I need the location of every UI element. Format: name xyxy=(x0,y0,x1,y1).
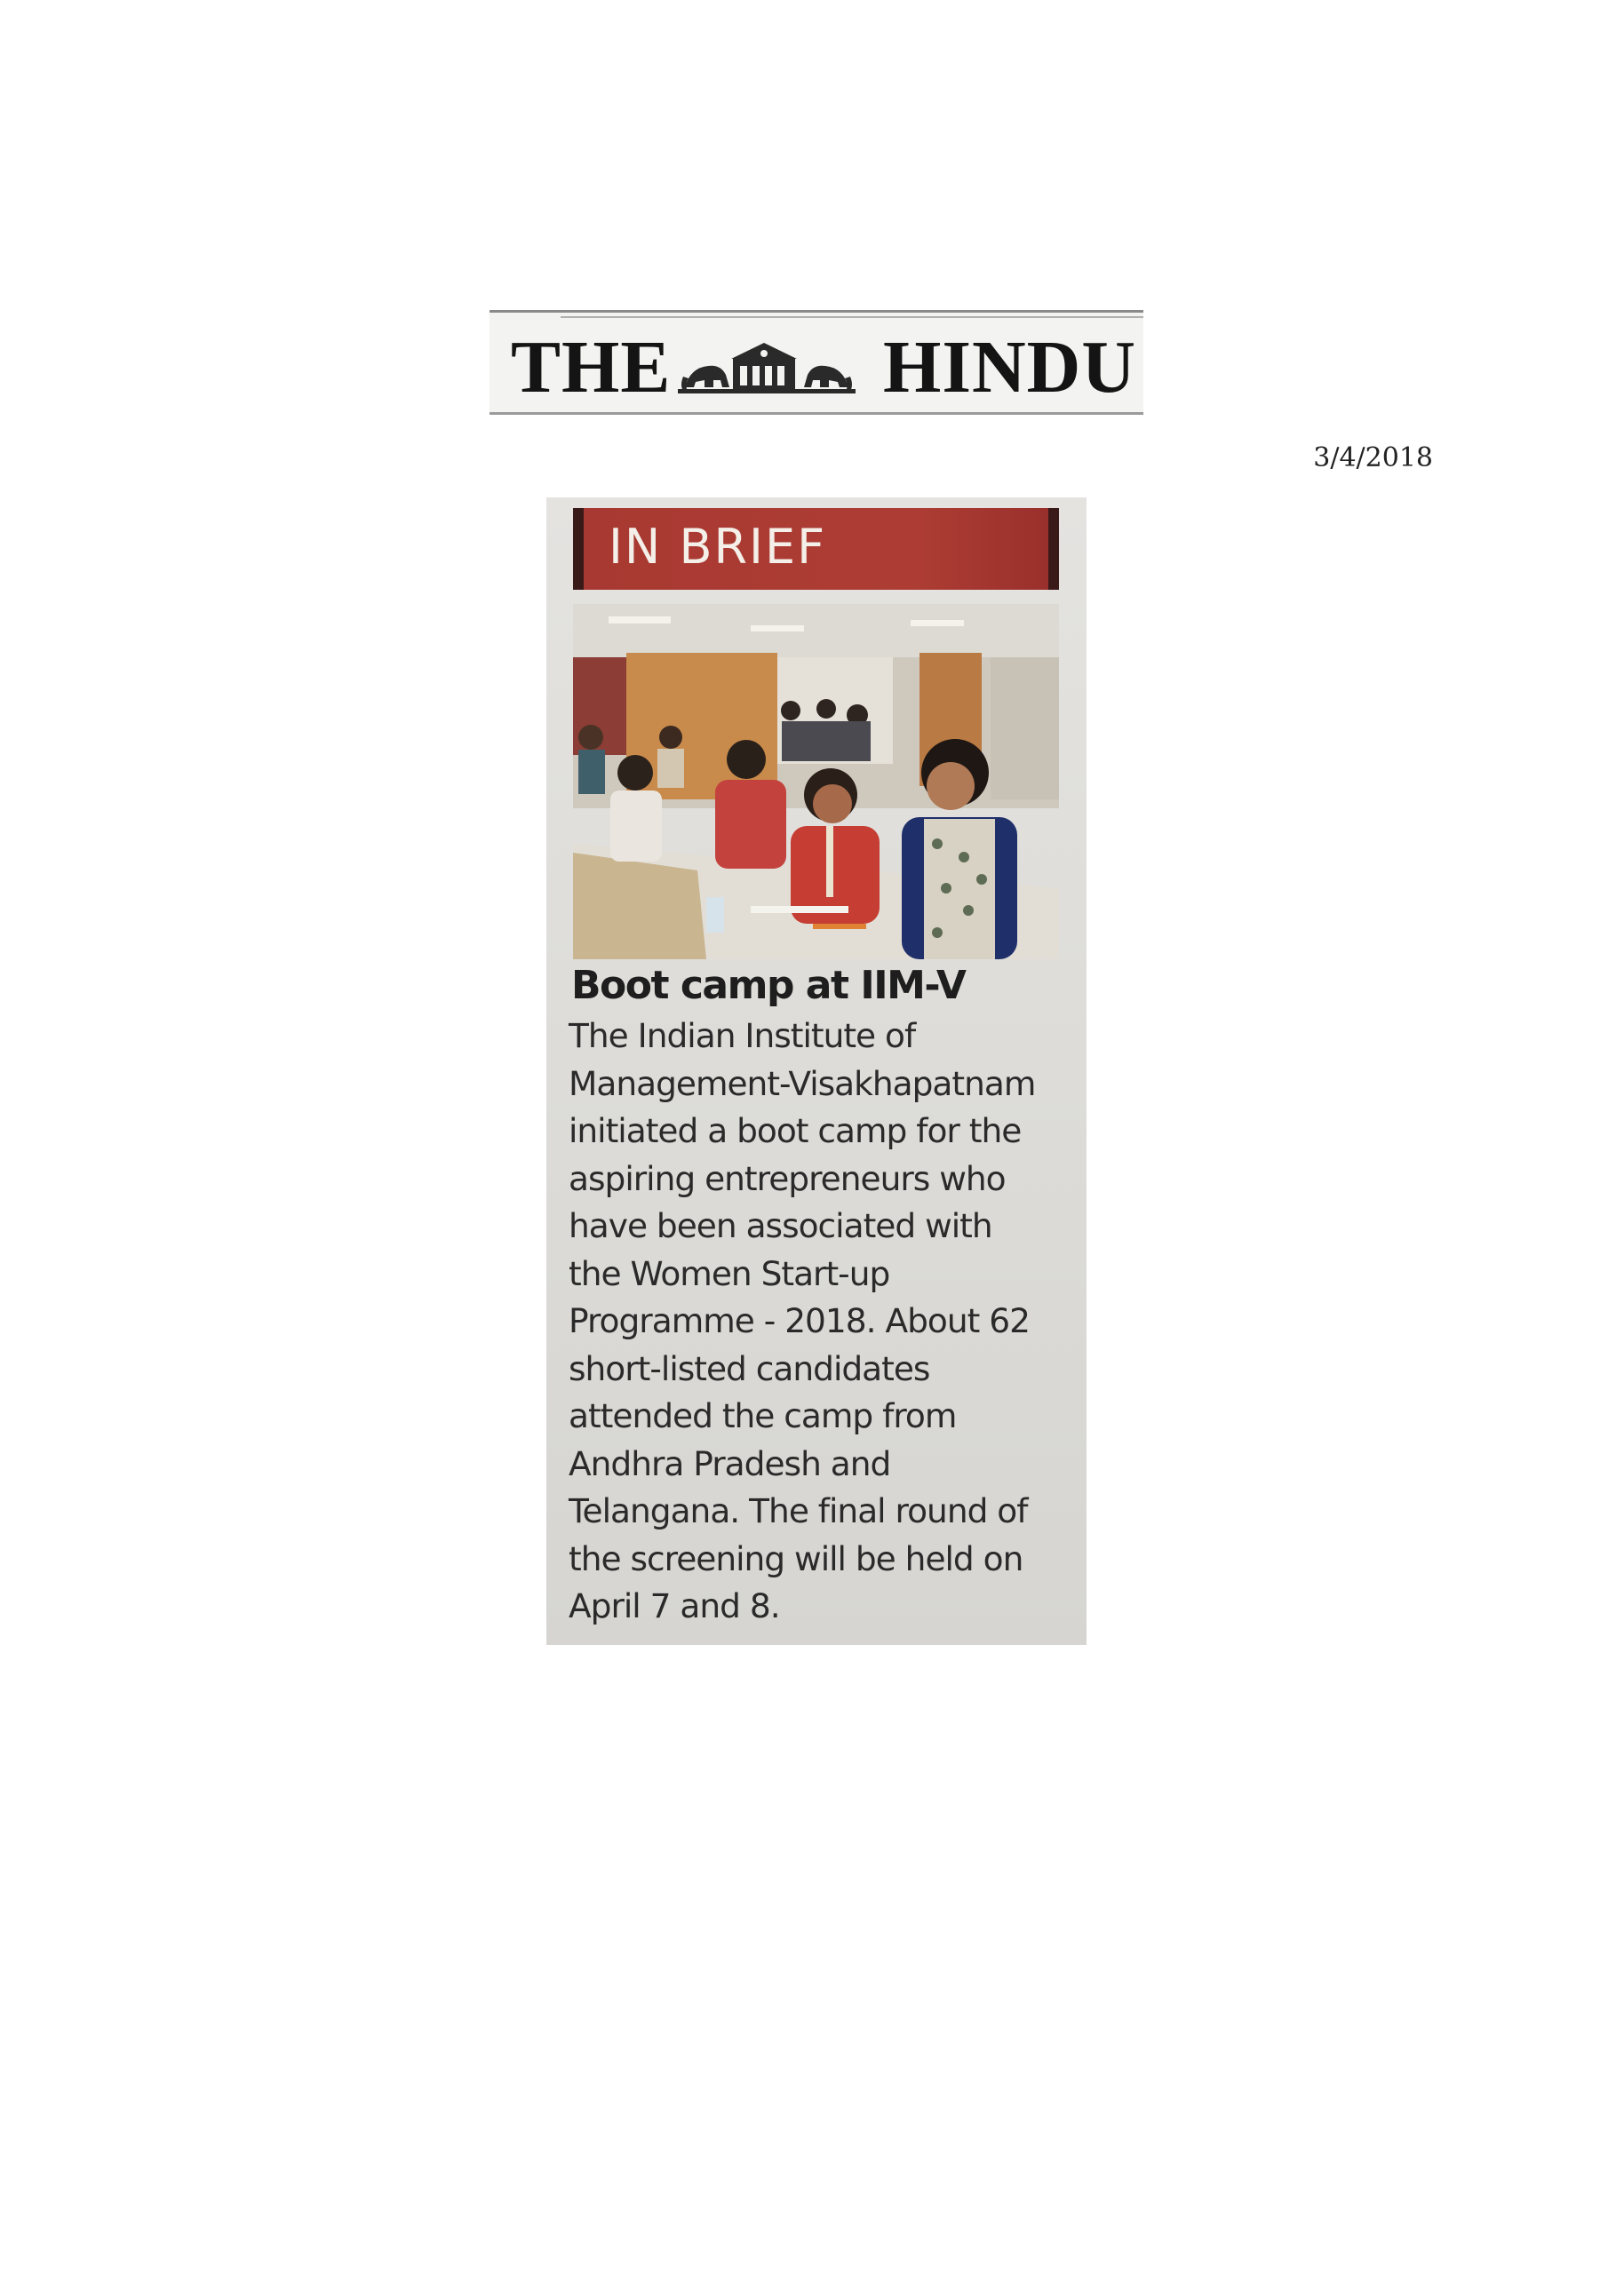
masthead-word-the: THE xyxy=(511,326,672,409)
newspaper-masthead xyxy=(490,310,1143,415)
body-line: short-listed candidates xyxy=(569,1348,930,1388)
section-banner xyxy=(573,508,1059,590)
section-label: IN BRIEF xyxy=(609,519,827,575)
body-line: initiated a boot camp for the xyxy=(569,1111,1022,1150)
body-line: have been associated with xyxy=(569,1206,992,1245)
body-line: aspiring entrepreneurs who xyxy=(569,1158,1006,1198)
body-line: Telangana. The final round of xyxy=(569,1491,1028,1530)
news-clipping xyxy=(546,497,1087,1645)
body-line: The Indian Institute of xyxy=(569,1016,916,1055)
classroom-photo xyxy=(573,604,1059,959)
clipping-date: 3/4/2018 xyxy=(1313,442,1433,473)
classroom-photo-illustration xyxy=(573,604,1059,959)
masthead-word-hindu: HINDU xyxy=(882,326,1136,409)
body-line: attended the camp from xyxy=(569,1396,957,1435)
body-line: Programme - 2018. About 62 xyxy=(569,1301,1030,1340)
body-line: the screening will be held on xyxy=(569,1538,1023,1578)
body-line: Andhra Pradesh and xyxy=(569,1443,891,1483)
article-headline: Boot camp at IIM-V xyxy=(571,963,966,1008)
elephant-emblem-icon xyxy=(678,332,856,403)
article-body xyxy=(569,1013,1084,1631)
body-line: Management-Visakhapatnam xyxy=(569,1063,1036,1103)
body-line: the Women Start-up xyxy=(569,1253,890,1293)
body-line: April 7 and 8. xyxy=(569,1586,780,1625)
